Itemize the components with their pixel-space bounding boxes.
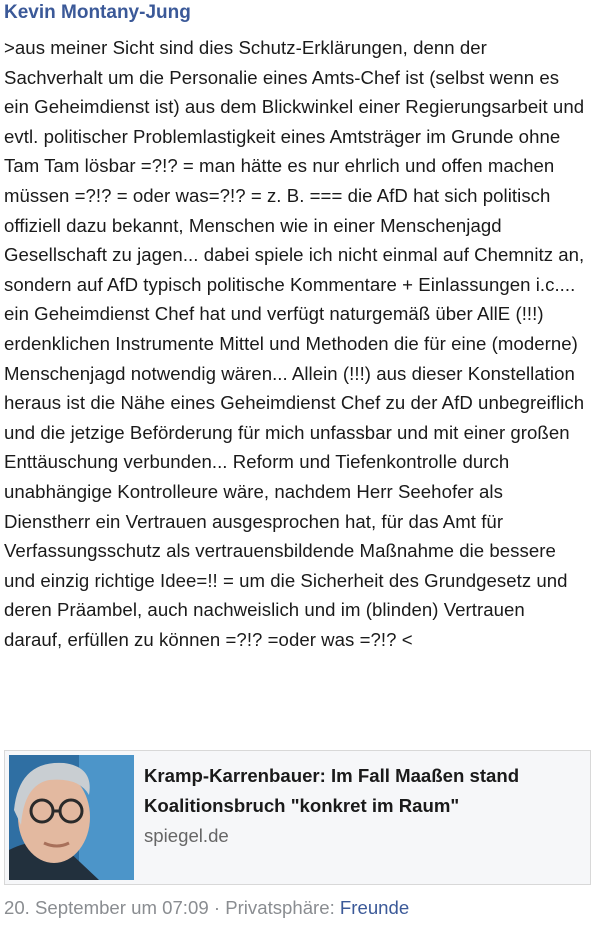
post-body: [4, 30, 587, 654]
meta-separator: ·: [208, 897, 226, 918]
post-timestamp[interactable]: 20. September um 07:09: [4, 897, 209, 918]
post-body-text: >aus meiner Sicht sind dies Schutz-Erklärungen, denn der Sachverhalt um die Personalie eines Amts-Chef ist (selbst wenn es ein Geheimdienst ist) aus dem Blickwinkel einer Regierungsarbeit und evtl. politischer Problemlastigkeit eines Amtsträger im Grunde ohne Tam Tam lösbar =?!? = man hätte es nur ehrlich und offen machen müssen =?!? = oder was=?!? = z. B. === die AfD hat sich politisch offiziell dazu bekannt, Menschen wie in einer Menschenjagd Gesellschaft zu jagen... dabei spiele ich nicht einmal auf Chemnitz an, sondern auf AfD typisch politische Kommentare + Einlassungen i.c.... ein Geheimdienst Chef hat und verfügt naturgemäß über AllE (!!!) erdenklichen Instrumente Mittel und Methoden die für eine (moderne) Menschenjagd notwendig wären... Allein (!!!) aus dieser Konstellation heraus ist die Nähe eines Geheimdienst Chef zu der AfD unbegreiflich und die jetzige Beförderung für mich unfassbar und mit einer großen Enttäuschung verbunden... Reform und Tiefenkontrolle durch unabhängige Kontrolleure wäre, nachdem Herr Seehofer als Dienstherr ein Vertrauen ausgesprochen hat, für das Amt für Verfassungsschutz als vertrauensbildende Maßnahme die bessere und einzig richtige Idee=!! = um die Sicherheit des Grundgesetz und deren Präambel, auch nachweislich und im (blinden) Vertrauen darauf, erfüllen zu können =?!? =oder was =?!? <: [4, 37, 585, 650]
privacy-label: Privatsphäre:: [225, 897, 340, 918]
post-meta: [4, 895, 409, 921]
shared-link-card[interactable]: [4, 750, 591, 885]
privacy-audience-link[interactable]: Freunde: [339, 897, 410, 918]
link-card-title[interactable]: Kramp-Karrenbauer: Im Fall Maaßen stand Koalitionsbruch "konkret im Raum": [144, 765, 520, 816]
link-card-source: spiegel.de: [144, 825, 229, 846]
post-author-name[interactable]: Kevin Montany-Jung: [4, 2, 191, 23]
link-card-text: [134, 751, 590, 884]
portrait-photo-icon: [9, 755, 134, 880]
link-thumbnail: [9, 755, 134, 880]
